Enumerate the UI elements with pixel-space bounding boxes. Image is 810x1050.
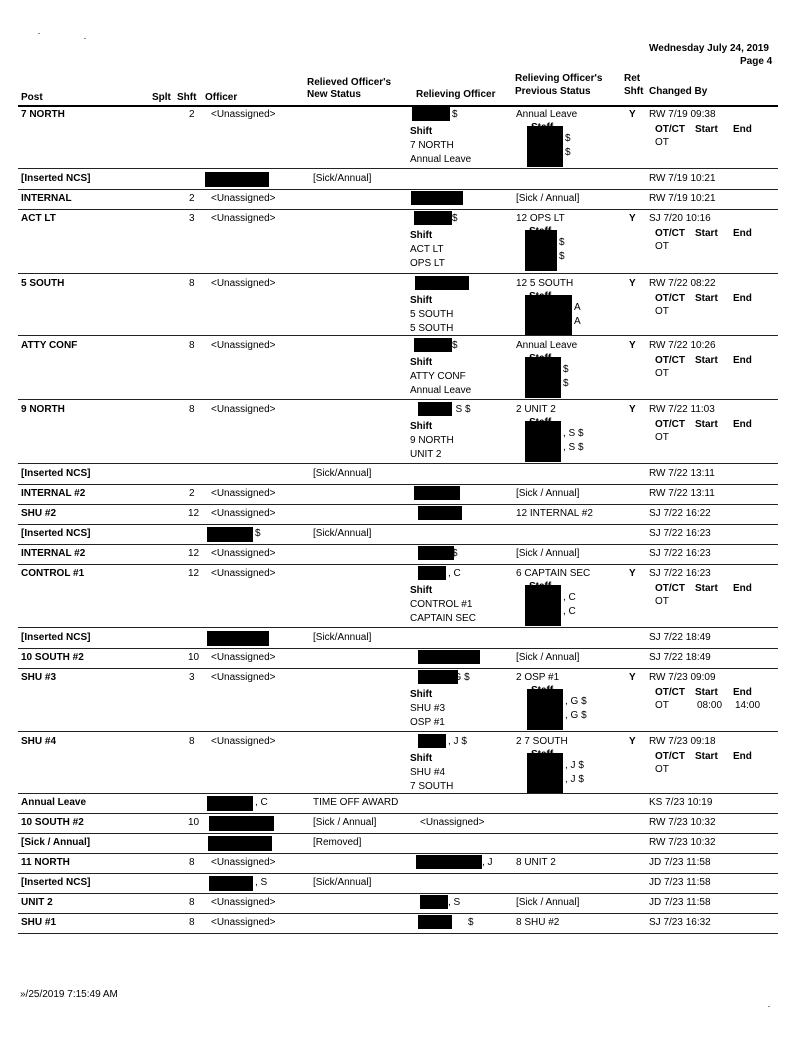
row-divider — [18, 504, 778, 505]
post-cell: UNIT 2 — [21, 897, 53, 908]
ot-value: OT — [655, 241, 669, 252]
officer-cell: <Unassigned> — [211, 340, 276, 351]
staff-value: $ — [563, 364, 569, 375]
ot-value: OT — [655, 764, 669, 775]
changed-by-cell: RW 7/22 11:03 — [649, 404, 715, 415]
shift-prev: OSP #1 — [410, 717, 445, 728]
row-divider — [18, 335, 778, 336]
post-cell: SHU #4 — [21, 736, 57, 747]
changed-by-cell: RW 7/23 10:32 — [649, 817, 716, 828]
shft-cell: 8 — [189, 897, 195, 908]
prev-status-cell: 8 SHU #2 — [516, 917, 560, 928]
post-cell: [Inserted NCS] — [21, 632, 91, 643]
post-cell: INTERNAL #2 — [21, 548, 86, 559]
redacted-staff-name — [527, 753, 563, 794]
post-cell: SHU #2 — [21, 508, 57, 519]
shift-post: 7 NORTH — [410, 140, 454, 151]
shift-post: 9 NORTH — [410, 435, 454, 446]
ot-ct-label: OT/CT — [655, 228, 685, 239]
changed-by-cell: JD 7/23 11:58 — [649, 877, 711, 888]
changed-by-cell: SJ 7/22 18:49 — [649, 632, 711, 643]
prev-status-cell: Annual Leave — [516, 340, 578, 351]
post-cell: INTERNAL — [21, 193, 72, 204]
redacted-relieving-name — [414, 211, 452, 225]
changed-by-cell: JD 7/23 11:58 — [649, 897, 711, 908]
changed-by-cell: SJ 7/22 16:23 — [649, 548, 711, 559]
new-status-cell: TIME OFF AWARD — [313, 797, 399, 808]
shft-cell: 8 — [189, 404, 195, 415]
officer-cell: <Unassigned> — [211, 736, 276, 747]
ot-ct-label: OT/CT — [655, 419, 685, 430]
shift-post: 5 SOUTH — [410, 309, 454, 320]
prev-status-cell: [Sick / Annual] — [516, 548, 580, 559]
ot-end-label: End — [733, 124, 752, 135]
post-cell: 9 NORTH — [21, 404, 65, 415]
ot-end-label: End — [733, 228, 752, 239]
changed-by-cell: RW 7/19 10:21 — [649, 173, 716, 184]
prev-status-cell: 2 OSP #1 — [516, 672, 560, 683]
changed-by-cell: SJ 7/22 18:49 — [649, 652, 711, 663]
officer-cell: <Unassigned> — [211, 548, 276, 559]
changed-by-cell: RW 7/22 13:11 — [649, 488, 715, 499]
header-shft: Shft — [177, 92, 197, 103]
header-new-status-1: Relieved Officer's — [307, 77, 392, 88]
ot-ct-label: OT/CT — [655, 124, 685, 135]
post-cell: INTERNAL #2 — [21, 488, 86, 499]
shft-cell: 10 — [188, 652, 200, 663]
shift-label: Shift — [410, 126, 433, 137]
redacted-relieving-name — [414, 486, 460, 500]
redacted-relieving-name — [414, 338, 452, 352]
shift-prev: UNIT 2 — [410, 449, 442, 460]
officer-cell: <Unassigned> — [211, 508, 276, 519]
relieving-cell: $ — [452, 548, 458, 559]
redacted-relieving-name — [415, 276, 469, 290]
ot-start-label: Start — [695, 687, 718, 698]
shft-cell: 12 — [188, 508, 200, 519]
new-status-cell: [Sick/Annual] — [313, 173, 372, 184]
ot-value: OT — [655, 432, 669, 443]
officer-cell: <Unassigned> — [211, 917, 276, 928]
ot-value: OT — [655, 700, 669, 711]
shift-label: Shift — [410, 357, 433, 368]
officer-cell: <Unassigned> — [211, 652, 276, 663]
ot-end-label: End — [733, 751, 752, 762]
ot-end-value: 14:00 — [735, 700, 761, 711]
relieving-cell: $ — [452, 340, 458, 351]
changed-by-cell: RW 7/19 09:38 — [649, 109, 716, 120]
header-prev-status-2: Previous Status — [515, 86, 591, 97]
row-divider — [18, 793, 778, 794]
relieving-cell: , J — [482, 857, 493, 868]
post-cell: [Inserted NCS] — [21, 528, 91, 539]
row-divider — [18, 168, 778, 169]
shift-label: Shift — [410, 585, 433, 596]
staff-value: , G $ — [565, 710, 587, 721]
post-cell: 10 SOUTH #2 — [21, 817, 84, 828]
ot-start-label: Start — [695, 751, 718, 762]
ot-start-label: Start — [695, 124, 718, 135]
relieving-cell: , J $ — [448, 736, 467, 747]
row-divider — [18, 209, 778, 210]
officer-cell: <Unassigned> — [211, 897, 276, 908]
changed-by-cell: SJ 7/23 16:32 — [649, 917, 711, 928]
ot-end-label: End — [733, 583, 752, 594]
relieving-cell: , S — [448, 897, 461, 908]
shift-prev: OPS LT — [410, 258, 445, 269]
shift-prev: 5 SOUTH — [410, 323, 454, 334]
redacted-officer-name — [207, 527, 253, 542]
shift-label: Shift — [410, 230, 433, 241]
shft-cell: 3 — [189, 672, 195, 683]
ot-end-label: End — [733, 293, 752, 304]
shft-cell: 8 — [189, 278, 195, 289]
post-cell: Annual Leave — [21, 797, 87, 808]
prev-status-cell: 12 5 SOUTH — [516, 278, 574, 289]
relieving-cell: , C — [448, 568, 461, 579]
row-divider — [18, 648, 778, 649]
ot-ct-label: OT/CT — [655, 687, 685, 698]
ret-shift-flag: Y — [629, 672, 636, 683]
changed-by-cell: SJ 7/20 10:16 — [649, 213, 711, 224]
redacted-officer-name — [208, 836, 272, 851]
ot-end-label: End — [733, 687, 752, 698]
officer-cell: <Unassigned> — [211, 404, 276, 415]
changed-by-cell: SJ 7/22 16:23 — [649, 528, 711, 539]
officer-suffix: , C — [255, 797, 268, 808]
staff-value: , J $ — [565, 774, 584, 785]
redacted-relieving-name — [411, 191, 463, 205]
post-cell: [Inserted NCS] — [21, 468, 91, 479]
relieving-cell: <Unassigned> — [420, 817, 485, 828]
ot-ct-label: OT/CT — [655, 293, 685, 304]
post-cell: SHU #3 — [21, 672, 57, 683]
shift-label: Shift — [410, 689, 433, 700]
row-divider — [18, 189, 778, 190]
redacted-relieving-name — [418, 546, 454, 560]
staff-value: $ — [563, 378, 569, 389]
officer-cell: <Unassigned> — [211, 488, 276, 499]
shft-cell: 3 — [189, 213, 195, 224]
changed-by-cell: SJ 7/22 16:23 — [649, 568, 711, 579]
ret-shift-flag: Y — [629, 404, 636, 415]
redacted-relieving-name — [418, 915, 452, 929]
prev-status-cell: 2 7 SOUTH — [516, 736, 568, 747]
changed-by-cell: RW 7/22 08:22 — [649, 278, 716, 289]
ret-shift-flag: Y — [629, 213, 636, 224]
row-divider — [18, 833, 778, 834]
prev-status-cell: [Sick / Annual] — [516, 897, 580, 908]
ret-shift-flag: Y — [629, 568, 636, 579]
ot-start-label: Start — [695, 228, 718, 239]
post-cell: [Inserted NCS] — [21, 877, 91, 888]
relieving-cell: $ — [452, 213, 458, 224]
shift-prev: 7 SOUTH — [410, 781, 454, 792]
ot-value: OT — [655, 137, 669, 148]
staff-value: , S $ — [563, 428, 584, 439]
ot-start-value: 08:00 — [697, 700, 723, 711]
redacted-staff-name — [527, 689, 563, 730]
ot-value: OT — [655, 368, 669, 379]
ret-shift-flag: Y — [629, 109, 636, 120]
officer-cell: <Unassigned> — [211, 278, 276, 289]
officer-cell: <Unassigned> — [211, 857, 276, 868]
redacted-officer-name — [209, 876, 253, 891]
header-post: Post — [21, 92, 43, 103]
ot-ct-label: OT/CT — [655, 355, 685, 366]
shift-post: ATTY CONF — [410, 371, 466, 382]
redacted-staff-name — [525, 421, 561, 462]
row-divider — [18, 668, 778, 669]
row-divider — [18, 544, 778, 545]
changed-by-cell: RW 7/23 09:09 — [649, 672, 716, 683]
staff-value: $ — [559, 251, 565, 262]
redacted-relieving-name — [418, 566, 446, 580]
redacted-officer-name — [207, 631, 269, 646]
post-cell: [Inserted NCS] — [21, 173, 91, 184]
prev-status-cell: Annual Leave — [516, 109, 578, 120]
staff-value: , S $ — [563, 442, 584, 453]
changed-by-cell: KS 7/23 10:19 — [649, 797, 713, 808]
row-divider — [18, 463, 778, 464]
print-timestamp: »/25/2019 7:15:49 AM — [20, 989, 118, 1000]
shft-cell: 12 — [188, 568, 200, 579]
post-cell: CONTROL #1 — [21, 568, 85, 579]
ret-shift-flag: Y — [629, 340, 636, 351]
staff-value: $ — [559, 237, 565, 248]
staff-value: , G $ — [565, 696, 587, 707]
staff-value: , C — [563, 606, 576, 617]
staff-value: $ — [565, 147, 571, 158]
header-ret-1: Ret — [624, 73, 641, 84]
changed-by-cell: SJ 7/22 16:22 — [649, 508, 711, 519]
page-number: Page 4 — [740, 56, 773, 67]
header-relieving: Relieving Officer — [416, 89, 496, 100]
header-officer: Officer — [205, 92, 238, 103]
staff-value: $ — [565, 133, 571, 144]
new-status-cell: [Sick/Annual] — [313, 632, 372, 643]
shift-post: ACT LT — [410, 244, 444, 255]
redacted-officer-name — [205, 172, 269, 187]
redacted-relieving-name — [418, 402, 452, 416]
officer-cell: <Unassigned> — [211, 193, 276, 204]
post-cell: 5 SOUTH — [21, 278, 65, 289]
row-divider — [18, 524, 778, 525]
shift-label: Shift — [410, 753, 433, 764]
redacted-staff-name — [525, 357, 561, 398]
shft-cell: 12 — [188, 548, 200, 559]
redacted-relieving-name — [412, 107, 450, 121]
post-cell: 7 NORTH — [21, 109, 65, 120]
row-divider — [18, 273, 778, 274]
report-date: Wednesday July 24, 2019 — [649, 43, 769, 54]
officer-suffix: , S — [255, 877, 268, 888]
redacted-staff-name — [525, 230, 557, 271]
redacted-relieving-name — [418, 650, 480, 664]
redacted-relieving-name — [416, 855, 482, 869]
prev-status-cell: 6 CAPTAIN SEC — [516, 568, 591, 579]
header-ret-2: Shft — [624, 86, 644, 97]
redacted-relieving-name — [420, 895, 448, 909]
prev-status-cell: [Sick / Annual] — [516, 652, 580, 663]
prev-status-cell: 2 UNIT 2 — [516, 404, 556, 415]
post-cell: ATTY CONF — [21, 340, 78, 351]
shift-prev: Annual Leave — [410, 385, 472, 396]
officer-cell: <Unassigned> — [211, 568, 276, 579]
ret-shift-flag: Y — [629, 736, 636, 747]
changed-by-cell: RW 7/19 10:21 — [649, 193, 716, 204]
row-divider — [18, 627, 778, 628]
row-divider — [18, 913, 778, 914]
shift-post: SHU #3 — [410, 703, 446, 714]
shft-cell: 2 — [189, 193, 195, 204]
ot-ct-label: OT/CT — [655, 583, 685, 594]
redacted-relieving-name — [418, 506, 462, 520]
ret-shift-flag: Y — [629, 278, 636, 289]
row-divider — [18, 873, 778, 874]
staff-value: , J $ — [565, 760, 584, 771]
officer-cell: <Unassigned> — [211, 672, 276, 683]
shft-cell: 10 — [188, 817, 200, 828]
new-status-cell: [Sick / Annual] — [313, 817, 377, 828]
header-prev-status-1: Relieving Officer's — [515, 73, 603, 84]
header-splt: Splt — [152, 92, 171, 103]
redacted-staff-name — [525, 295, 572, 336]
ot-value: OT — [655, 306, 669, 317]
shft-cell: 2 — [189, 488, 195, 499]
shift-prev: CAPTAIN SEC — [410, 613, 476, 624]
relieving-cell: $ — [468, 917, 474, 928]
shift-label: Shift — [410, 421, 433, 432]
row-divider — [18, 731, 778, 732]
relieving-cell: , G $ — [448, 672, 470, 683]
row-divider — [18, 399, 778, 400]
header-new-status-2: New Status — [307, 89, 361, 100]
row-divider — [18, 853, 778, 854]
ot-ct-label: OT/CT — [655, 751, 685, 762]
shft-cell: 8 — [189, 917, 195, 928]
relieving-cell: , S $ — [450, 404, 471, 415]
ot-end-label: End — [733, 355, 752, 366]
staff-value: A — [574, 302, 581, 313]
ot-start-label: Start — [695, 355, 718, 366]
staff-value: , C — [563, 592, 576, 603]
prev-status-cell: 12 OPS LT — [516, 213, 565, 224]
header-rule — [18, 105, 778, 107]
row-divider — [18, 484, 778, 485]
changed-by-cell: RW 7/23 10:32 — [649, 837, 716, 848]
new-status-cell: [Sick/Annual] — [313, 528, 372, 539]
relieving-cell: $ — [452, 109, 458, 120]
post-cell: ACT LT — [21, 213, 56, 224]
changed-by-cell: JD 7/23 11:58 — [649, 857, 711, 868]
post-cell: 10 SOUTH #2 — [21, 652, 84, 663]
officer-cell: <Unassigned> — [211, 213, 276, 224]
officer-cell: <Unassigned> — [211, 109, 276, 120]
new-status-cell: [Removed] — [313, 837, 362, 848]
redacted-relieving-name — [418, 734, 446, 748]
ot-end-label: End — [733, 419, 752, 430]
row-divider — [18, 564, 778, 565]
changed-by-cell: RW 7/22 10:26 — [649, 340, 716, 351]
post-cell: [Sick / Annual] — [21, 837, 91, 848]
shft-cell: 2 — [189, 109, 195, 120]
redacted-officer-name — [207, 796, 253, 811]
shft-cell: 8 — [189, 736, 195, 747]
post-cell: 11 NORTH — [21, 857, 70, 868]
redacted-officer-name — [209, 816, 274, 831]
prev-status-cell: [Sick / Annual] — [516, 193, 580, 204]
relieving-cell: A — [462, 278, 469, 289]
row-divider — [18, 893, 778, 894]
row-divider — [18, 813, 778, 814]
officer-suffix: $ — [255, 528, 261, 539]
changed-by-cell: RW 7/22 13:11 — [649, 468, 715, 479]
ot-start-label: Start — [695, 293, 718, 304]
ot-start-label: Start — [695, 583, 718, 594]
shift-post: CONTROL #1 — [410, 599, 473, 610]
row-divider — [18, 933, 778, 934]
prev-status-cell: 8 UNIT 2 — [516, 857, 556, 868]
shift-post: SHU #4 — [410, 767, 446, 778]
post-cell: SHU #1 — [21, 917, 57, 928]
shift-prev: Annual Leave — [410, 154, 472, 165]
prev-status-cell: [Sick / Annual] — [516, 488, 580, 499]
header-changed-by: Changed By — [649, 86, 708, 97]
shift-label: Shift — [410, 295, 433, 306]
ot-start-label: Start — [695, 419, 718, 430]
redacted-staff-name — [527, 126, 563, 167]
shft-cell: 8 — [189, 340, 195, 351]
staff-value: A — [574, 316, 581, 327]
new-status-cell: [Sick/Annual] — [313, 877, 372, 888]
changed-by-cell: RW 7/23 09:18 — [649, 736, 716, 747]
prev-status-cell: 12 INTERNAL #2 — [516, 508, 593, 519]
redacted-staff-name — [525, 585, 561, 626]
new-status-cell: [Sick/Annual] — [313, 468, 372, 479]
shft-cell: 8 — [189, 857, 195, 868]
ot-value: OT — [655, 596, 669, 607]
